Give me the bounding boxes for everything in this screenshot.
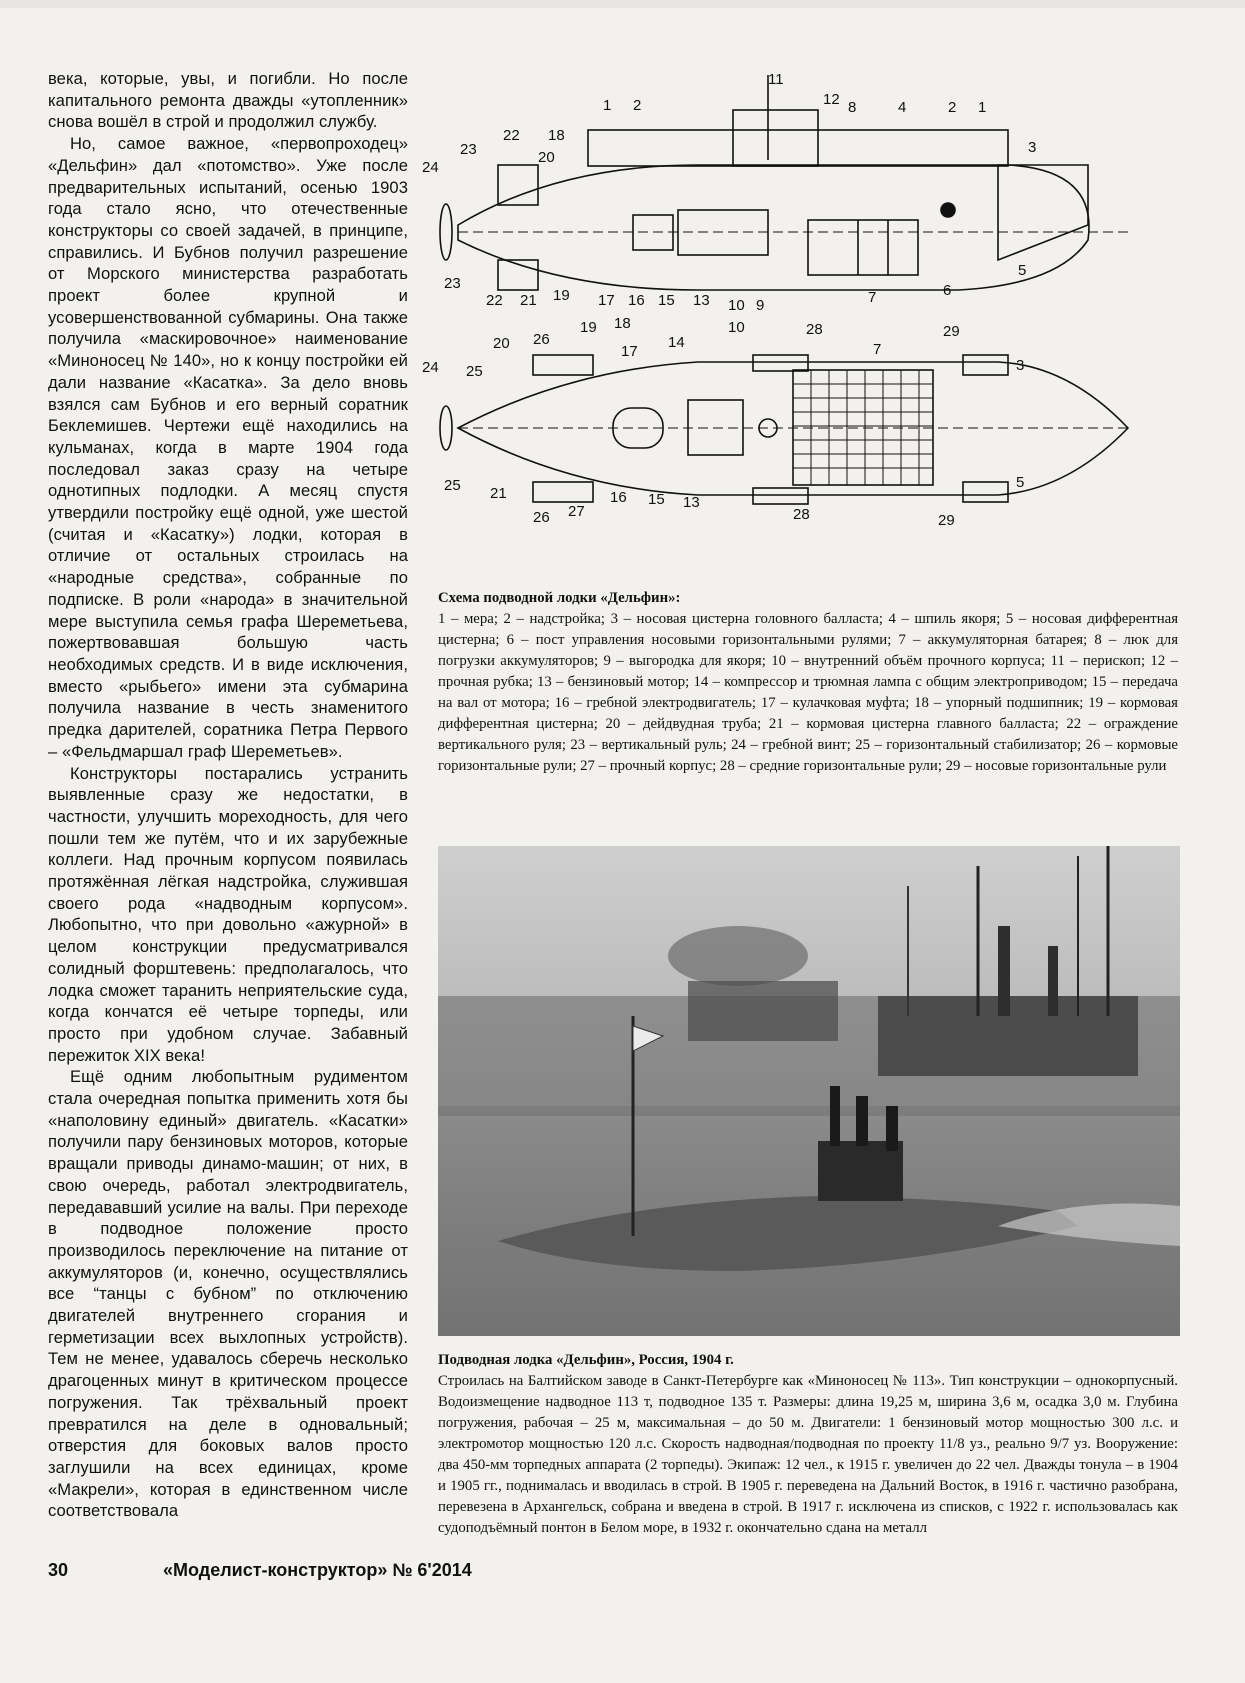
label-10a: 10	[728, 297, 745, 314]
page-top-edge	[0, 0, 1245, 8]
label-2b: 2	[948, 99, 957, 116]
label-28b: 28	[793, 506, 810, 523]
label-24a: 24	[422, 159, 439, 176]
label-23b: 23	[444, 275, 461, 292]
conning-tower	[733, 110, 818, 166]
label-7a: 7	[868, 289, 877, 306]
label-9: 9	[756, 297, 765, 314]
plan-bow-fin-top	[963, 355, 1008, 375]
photo-caption-title: Подводная лодка «Дельфин», Россия, 1904 г.	[438, 1352, 734, 1368]
label-26b: 26	[533, 509, 550, 526]
label-19b: 19	[580, 319, 597, 336]
label-3b: 3	[1016, 357, 1025, 374]
label-14: 14	[668, 334, 685, 351]
paragraph-2: Но, самое важное, «первопроходец» «Дельфин» дал «потомство». Уже после предварительных испытаний, осенью 1903 года стало ясно, что отечественные конструкторы со своей задачей, в принципе, справились. И Бубнов получил разрешение от Морского министерства разработать проект более крупной и усовершенствованной субмарины. Она также получила «маскировочное» наименование «Миноносец № 140», но к концу постройки ей дали название «Касатка». За дело вновь взялся сам Бубнов и его верный соратник Беклемишев. Чертежи ещё находились на кульманах, когда в марте 1904 года последовал заказ сразу на четыре однотипных подлодки. А месяц спустя утвердили постройку ещё одной, уже шестой (считая и «Касатку») лодки, которая в отличие от остальных строилась на «народные средства», собранные по подписке. В роли «народа» в значительной мере выступила семья графа Шереметьева, пожертвовавшая большую часть необходимых средств. И в виде исключения, вместо «рыбьего» имени эта субмарина получила название в честь знаменитого предка дарителей, соратника Петра Первого – «Фельдмаршал граф Шереметьев».	[48, 134, 408, 761]
label-18a: 18	[548, 127, 565, 144]
label-8: 8	[848, 99, 857, 116]
scheme-labels	[422, 71, 1036, 529]
side-superstructure	[588, 130, 1008, 166]
page-footer	[48, 1560, 548, 1581]
label-25a: 25	[466, 363, 483, 380]
plan-stern-fin-bot	[533, 482, 593, 502]
side-hull	[458, 165, 1089, 290]
label-25b: 25	[444, 477, 461, 494]
magazine-title: «Моделист-конструктор» № 6'2014	[163, 1560, 472, 1580]
label-21a: 21	[520, 292, 537, 309]
label-21b: 21	[490, 485, 507, 502]
label-5a: 5	[1018, 262, 1027, 279]
label-15b: 15	[648, 491, 665, 508]
scheme-caption	[438, 588, 1178, 777]
label-7b: 7	[873, 341, 882, 358]
label-22b: 22	[486, 292, 503, 309]
label-23a: 23	[460, 141, 477, 158]
label-16b: 16	[610, 489, 627, 506]
label-17a: 17	[598, 292, 615, 309]
plan-bow-fin-bot	[963, 482, 1008, 502]
label-6: 6	[943, 282, 952, 299]
label-29b: 29	[938, 512, 955, 529]
label-13b: 13	[683, 494, 700, 511]
plan-stern-fin-top	[533, 355, 593, 375]
label-18b: 18	[614, 315, 631, 332]
label-29a: 29	[943, 323, 960, 340]
label-22a: 22	[503, 127, 520, 144]
photo-caption-text: Строилась на Балтийском заводе в Санкт-Петербурге как «Миноносец № 113». Тип конструкции – однокорпусный. Водоизмещение надводное 113 т, подводное 135 т. Размеры: длина 19,25 м, ширина 3,6 м, осадка 3,0 м. Глубина погружения, рабочая – 25 м, максимальная – до 50 м. Двигатели: 1 бензиновый мотор мощностью 300 л.с. и электромотор мощностью 120 л.с. Скорость надводная/подводная по проекту 11/8 уз., реально 9/7 уз. Вооружение: два 450-мм торпедных аппарата (2 торпеды). Экипаж: 12 чел., к 1915 г. увеличен до 22 чел. Дважды тонула – в 1904 и 1905 гг., поднималась и вводилась в строй. В 1905 г. переведена на Дальний Восток, в 1916 г. частично разобрана, перевезена в Архангельск, собрана и введена в строй. В 1917 г. исключена из списков, с 1922 г. использовалась как судоподъёмный понтон в Белом море, в 1932 г. окончательно сдана на металл	[438, 1373, 1178, 1536]
submarine-photograph	[438, 846, 1180, 1336]
label-24b: 24	[422, 359, 439, 376]
label-1a: 1	[603, 97, 612, 114]
label-28a: 28	[806, 321, 823, 338]
photo-caption	[438, 1350, 1178, 1539]
scheme-svg	[422, 70, 1198, 580]
submarine-scheme-diagram	[422, 70, 1198, 580]
label-1b: 1	[978, 99, 987, 116]
label-17b: 17	[621, 343, 638, 360]
label-16a: 16	[628, 292, 645, 309]
paragraph-1: века, которые, увы, и погибли. Но после капитального ремонта дважды «утопленник» снова вошёл в строй и продолжил службу.	[48, 69, 408, 132]
label-15a: 15	[658, 292, 675, 309]
scheme-caption-text: 1 – мера; 2 – надстройка; 3 – носовая цистерна головного балласта; 4 – шпиль якоря; 5 – носовая дифферентная цистерна; 6 – пост управления носовыми горизонтальными рулями; 7 – аккумуляторная батарея; 8 – люк для погрузки аккумуляторов; 9 – выгородка для якоря; 10 – внутренний объём прочного корпуса; 11 – перископ; 12 – прочная рубка; 13 – бензиновый мотор; 14 – компрессор и трюмная лампа с общим электроприводом; 15 – передача на вал от мотора; 16 – гребной электродвигатель; 17 – кулачковая муфта; 18 – упорный подшипник; 19 – кормовая дифферентная цистерна; 20 – дейдвудная труба; 21 – кормовая цистерна главного балласта; 22 – ограждение вертикального руля; 23 – вертикальный руль; 24 – гребной винт; 25 – горизонтальный стабилизатор; 26 – кормовые горизонтальные рули; 27 – прочный корпус; 28 – средние горизонтальные рули; 29 – носовые горизонтальные рули	[438, 611, 1178, 774]
photo-svg	[438, 846, 1180, 1336]
label-13a: 13	[693, 292, 710, 309]
label-3a: 3	[1028, 139, 1037, 156]
label-19a: 19	[553, 287, 570, 304]
label-26a: 26	[533, 331, 550, 348]
side-bow	[998, 165, 1088, 260]
paragraph-4: Ещё одним любопытным рудиментом стала очередная попытка применить хотя бы «наполовину единый» двигатель. «Касатки» получили пару бензиновых моторов, которые вращали приводы динамо-машин; от них, в свою очередь, работал электродвигатель, передававший усилие на валы. При переходе в подводное положение просто производилось переключение на питание от аккумуляторов (и, конечно, осуществлялись все “танцы с бубном” по отключению двигателей внутреннего сгорания и герметизации всех выхлопных устройств). Тем не менее, удавалось сберечь несколько драгоценных минут в критическом процессе погружения. Так трёхвальный проект превратился на деле в одновальный; отверстия для боковых валов просто заглушили на всех единицах, кроме «Макрели», которая в единственном числе соответствовала	[48, 1067, 408, 1521]
label-12: 12	[823, 91, 840, 108]
label-10b: 10	[728, 319, 745, 336]
scheme-caption-title: Схема подводной лодки «Дельфин»:	[438, 590, 681, 606]
paragraph-3: Конструкторы постарались устранить выявленные сразу же недостатки, в частности, улучшить мореходность, для чего пошли тем же путём, что и их зарубежные коллеги. Над прочным корпусом появилась протяжённая лёгкая надстройка, служившая своего рода «надводным корпусом». Любопытно, что при довольно «ажурной» в целом конструкции предусматривался солидный форштевень: предполагалось, что лодка сможет таранить неприятельские суда, когда кончатся её четыре торпеды, или просто при удобном случае. Забавный пережиток XIX века!	[48, 763, 408, 1065]
label-5b: 5	[1016, 474, 1025, 491]
page-number: 30	[48, 1560, 69, 1580]
label-11: 11	[768, 71, 784, 88]
label-2a: 2	[633, 97, 642, 114]
article-body-column	[48, 68, 408, 1522]
label-20b: 20	[493, 335, 510, 352]
label-4: 4	[898, 99, 907, 116]
label-20a: 20	[538, 149, 555, 166]
label-27: 27	[568, 503, 585, 520]
